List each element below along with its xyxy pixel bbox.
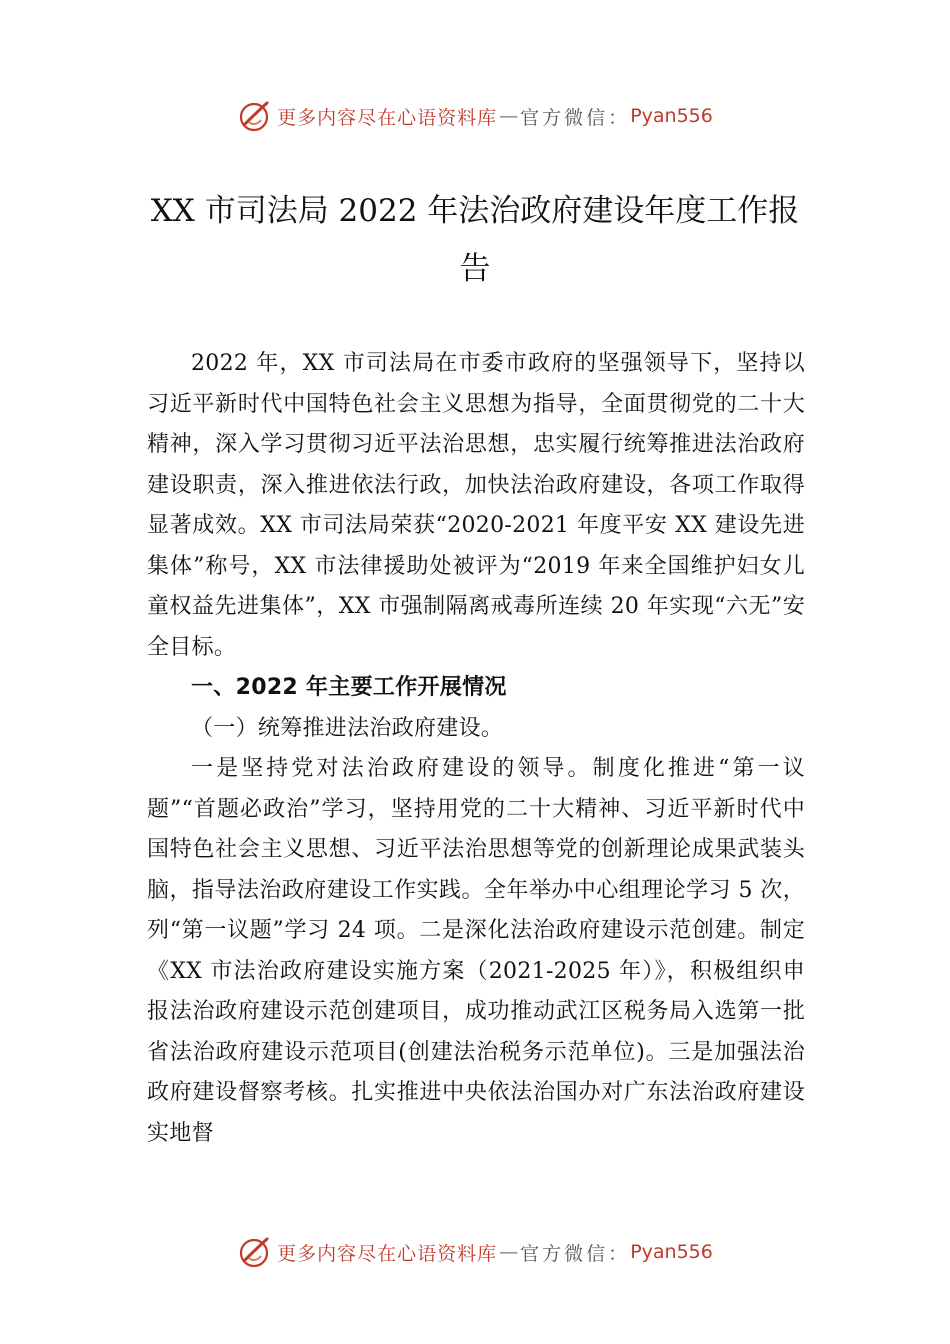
section-heading: 一、2022 年主要工作开展情况 bbox=[191, 675, 507, 700]
banner-wechat-label: 官方微信： bbox=[520, 1242, 631, 1265]
brush-logo-icon bbox=[237, 98, 273, 134]
banner-wechat-id: Pyan556 bbox=[630, 1241, 713, 1263]
banner-wechat-id: Pyan556 bbox=[630, 105, 713, 127]
banner-brand: 更多内容尽在心语资料库 bbox=[277, 106, 498, 129]
body-paragraph: 一是坚持党对法治政府建设的领导。制度化推进“第一议题”“首题必政治”学习，坚持用党的二十大精神、习近平新时代中国特色社会主义思想、习近平法治思想等党的创新理论成果武装头脑，指导法治政府建设工作实践。全年举办中心组理论学习 5 次，列“第一议题”学习 24 项。二是深化法治政府建设示范创建。制定《XX 市法治政府建设实施方案（2021-2025 年）》，积极组织申报法治政府建设示范创建项目，成功推动武江区税务局入选第一批省法治政府建设示范项目(创建法治税务示范单位)。三是加强法治政府建设督察考核。扎实推进中央依法治国办对广东法治政府建设实地督 bbox=[147, 756, 805, 1146]
subsection-heading: （一）统筹推进法治政府建设。 bbox=[191, 715, 504, 741]
brush-logo-icon bbox=[237, 1234, 273, 1270]
watermark-banner-bottom bbox=[0, 1232, 950, 1272]
document-body bbox=[147, 344, 805, 1154]
banner-dash: — bbox=[499, 105, 519, 127]
banner-wechat-label: 官方微信： bbox=[520, 106, 631, 129]
document-title: XX 市司法局 2022 年法治政府建设年度工作报告 bbox=[150, 193, 800, 287]
intro-paragraph: 2022 年，XX 市司法局在市委市政府的坚强领导下，坚持以习近平新时代中国特色社会主义思想为指导，全面贯彻党的二十大精神，深入学习贯彻习近平法治思想，忠实履行统筹推进法治政府建设职责，深入推进依法行政，加快法治政府建设，各项工作取得显著成效。XX 市司法局荣获“2020-2021 年度平安 XX 建设先进集体”称号，XX 市法律援助处被评为“2019 年来全国维护妇女儿童权益先进集体”，XX 市强制隔离戒毒所连续 20 年实现“六无”安全目标。 bbox=[147, 351, 805, 660]
banner-dash: — bbox=[499, 1241, 519, 1263]
watermark-banner-top bbox=[0, 96, 950, 136]
banner-brand: 更多内容尽在心语资料库 bbox=[277, 1242, 498, 1265]
